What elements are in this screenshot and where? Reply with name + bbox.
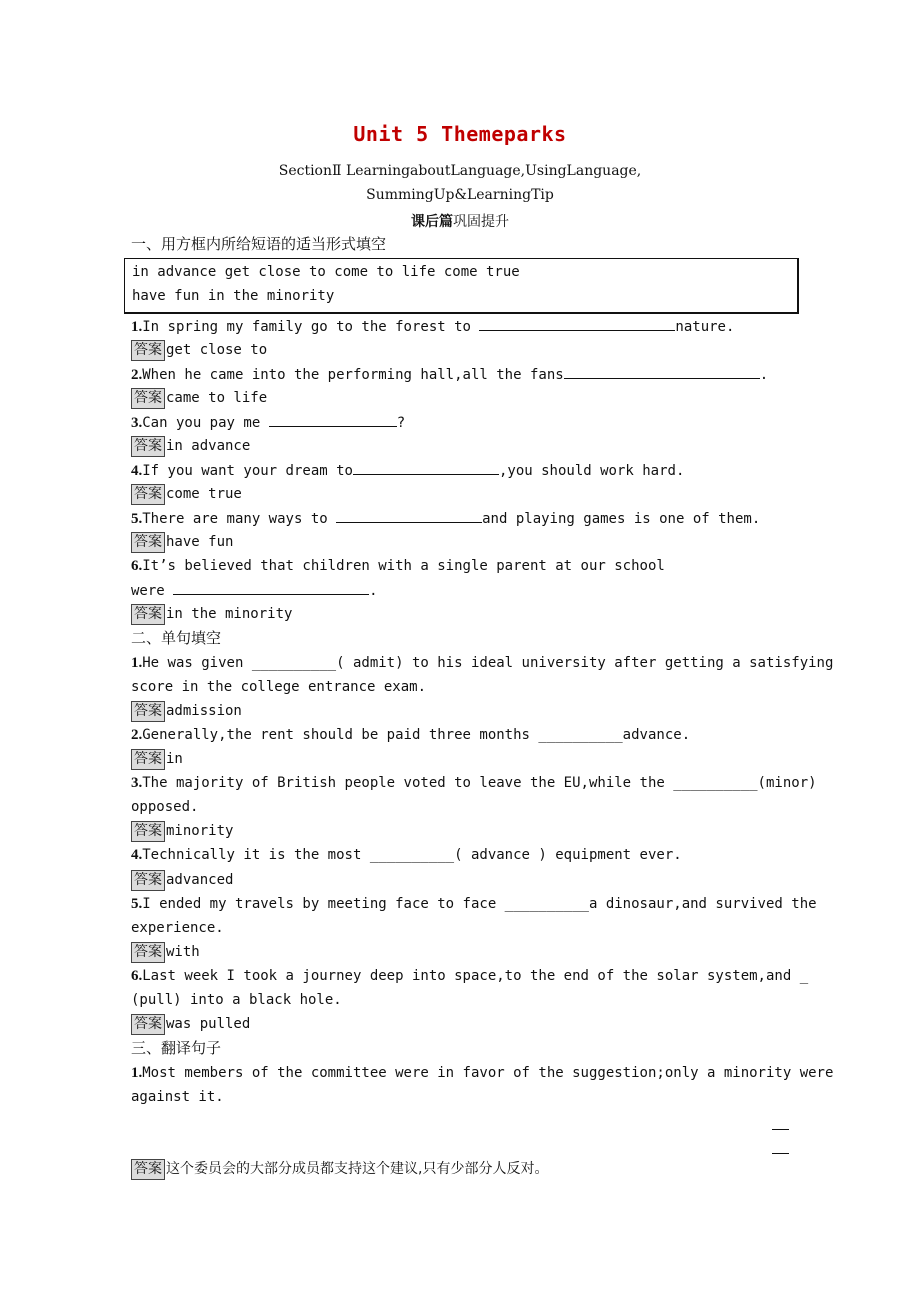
- question-number: 5.: [131, 511, 143, 527]
- answer-text: minority: [166, 823, 234, 839]
- answer-blank[interactable]: [336, 508, 482, 523]
- answer-text: advanced: [166, 872, 234, 888]
- p2-answer-5: [131, 942, 200, 963]
- answer-line-mark: [772, 1153, 789, 1154]
- question-text: Last week I took a journey deep into space,to the end of the solar system,and _: [142, 968, 809, 984]
- section-subtitle-line2: SummingUp&LearningTip: [366, 187, 554, 203]
- p1-answer-4: [131, 484, 242, 505]
- question-number: 6.: [131, 558, 143, 574]
- question-text: The majority of British people voted to leave the EU,while the __________(minor): [142, 775, 817, 791]
- practice-heading-rest: 巩固提升: [453, 214, 509, 230]
- answer-badge: 答案: [131, 604, 165, 625]
- question-number: 2.: [131, 367, 143, 383]
- part1-heading: 一、用方框内所给短语的适当形式填空: [131, 235, 387, 253]
- p2-question-2: [131, 725, 690, 745]
- answer-badge: 答案: [131, 749, 165, 770]
- p1-answer-2: [131, 388, 267, 409]
- answer-badge: 答案: [131, 484, 165, 505]
- phrase-box: [124, 258, 799, 314]
- p1-question-2: [131, 364, 768, 385]
- p2-answer-3: [131, 821, 233, 842]
- p2-answer-1: [131, 701, 242, 722]
- answer-blank[interactable]: [173, 580, 369, 595]
- p2-answer-4: [131, 870, 233, 891]
- part2-heading: 二、单句填空: [131, 629, 222, 647]
- p1-question-4: [131, 460, 684, 481]
- p1-question-5: [131, 508, 760, 529]
- p2-question-5: [131, 894, 817, 914]
- p2-question-3-line2: opposed.: [131, 799, 199, 815]
- p1-question-6-line2: [131, 580, 378, 601]
- unit-title: Unit 5 Themeparks: [353, 122, 567, 146]
- question-number: 4.: [131, 463, 143, 479]
- answer-text: get close to: [166, 342, 268, 358]
- p2-question-4: [131, 845, 682, 865]
- question-text: It’s believed that children with a single parent at our school: [142, 558, 665, 574]
- p3-answer-1: [131, 1159, 548, 1180]
- answer-badge: 答案: [131, 436, 165, 457]
- p2-question-6: [131, 966, 808, 986]
- p2-question-1-line2: score in the college entrance exam.: [131, 679, 427, 695]
- answer-badge: 答案: [131, 701, 165, 722]
- question-number: 2.: [131, 727, 143, 743]
- p1-answer-3: [131, 436, 250, 457]
- answer-blank[interactable]: [269, 412, 397, 427]
- answer-badge: 答案: [131, 388, 165, 409]
- answer-text: in: [166, 751, 183, 767]
- p1-answer-6: [131, 604, 292, 625]
- question-text-after: .: [759, 367, 769, 383]
- answer-badge: 答案: [131, 870, 165, 891]
- answer-blank[interactable]: [479, 316, 675, 331]
- p2-answer-6: [131, 1014, 250, 1035]
- question-number: 1.: [131, 1065, 143, 1081]
- question-text: There are many ways to: [142, 511, 337, 527]
- answer-line-mark: [772, 1129, 789, 1130]
- practice-heading: [0, 211, 920, 231]
- answer-text: have fun: [166, 534, 234, 550]
- answer-badge: 答案: [131, 532, 165, 553]
- question-text: Technically it is the most __________( advance ) equipment ever.: [142, 847, 682, 863]
- p2-question-6-line2: (pull) into a black hole.: [131, 992, 342, 1008]
- question-text-after: ,you should work hard.: [498, 463, 685, 479]
- question-text: Generally,the rent should be paid three months __________advance.: [142, 727, 691, 743]
- question-text-after: ?: [396, 415, 406, 431]
- p1-answer-5: [131, 532, 233, 553]
- p1-question-6: [131, 556, 665, 576]
- question-text: In spring my family go to the forest to: [142, 319, 480, 335]
- phrase-box-line1: in advance get close to come to life come true: [132, 264, 520, 280]
- p3-question-1-line2: against it.: [131, 1089, 224, 1105]
- question-text: Most members of the committee were in favor of the suggestion;only a minority were: [142, 1065, 834, 1081]
- answer-blank[interactable]: [353, 460, 499, 475]
- question-text: Can you pay me: [142, 415, 269, 431]
- practice-heading-bold: 课后篇: [411, 214, 453, 230]
- p1-answer-1: [131, 340, 267, 361]
- question-number: 4.: [131, 847, 143, 863]
- question-number: 6.: [131, 968, 143, 984]
- question-text: He was given __________( admit) to his ideal university after getting a satisfying: [142, 655, 834, 671]
- p1-question-3: [131, 412, 405, 433]
- question-number: 5.: [131, 896, 143, 912]
- answer-text: was pulled: [166, 1016, 251, 1032]
- question-text-after: and playing games is one of them.: [482, 511, 761, 527]
- p2-answer-2: [131, 749, 183, 770]
- section-subtitle-line1: SectionⅡ LearningaboutLanguage,UsingLanguage,: [278, 163, 642, 179]
- answer-badge: 答案: [131, 821, 165, 842]
- answer-text: with: [166, 944, 200, 960]
- question-text: were: [131, 583, 174, 599]
- answer-text: come true: [166, 486, 242, 502]
- answer-badge: 答案: [131, 1159, 165, 1180]
- question-number: 1.: [131, 655, 143, 671]
- answer-text: in advance: [166, 438, 251, 454]
- question-number: 3.: [131, 415, 143, 431]
- question-number: 3.: [131, 775, 143, 791]
- answer-blank[interactable]: [564, 364, 760, 379]
- part3-heading: 三、翻译句子: [131, 1039, 222, 1057]
- answer-text: admission: [166, 703, 242, 719]
- answer-badge: 答案: [131, 1014, 165, 1035]
- p2-question-3: [131, 773, 817, 793]
- answer-text: came to life: [166, 390, 268, 406]
- question-number: 1.: [131, 319, 143, 335]
- p2-question-1: [131, 653, 833, 673]
- question-text-after: .: [369, 583, 378, 599]
- answer-badge: 答案: [131, 942, 165, 963]
- p1-question-1: [131, 316, 734, 337]
- question-text: If you want your dream to: [142, 463, 353, 479]
- p2-question-5-line2: experience.: [131, 920, 224, 936]
- answer-text: 这个委员会的大部分成员都支持这个建议,只有少部分人反对。: [166, 1161, 549, 1177]
- question-text: I ended my travels by meeting face to face __________a dinosaur,and survived the: [142, 896, 817, 912]
- answer-text: in the minority: [166, 606, 293, 622]
- answer-badge: 答案: [131, 340, 165, 361]
- question-text-after: nature.: [675, 319, 735, 335]
- phrase-box-line2: have fun in the minority: [132, 288, 335, 304]
- question-text: When he came into the performing hall,all the fans: [142, 367, 564, 383]
- p3-question-1: [131, 1063, 833, 1083]
